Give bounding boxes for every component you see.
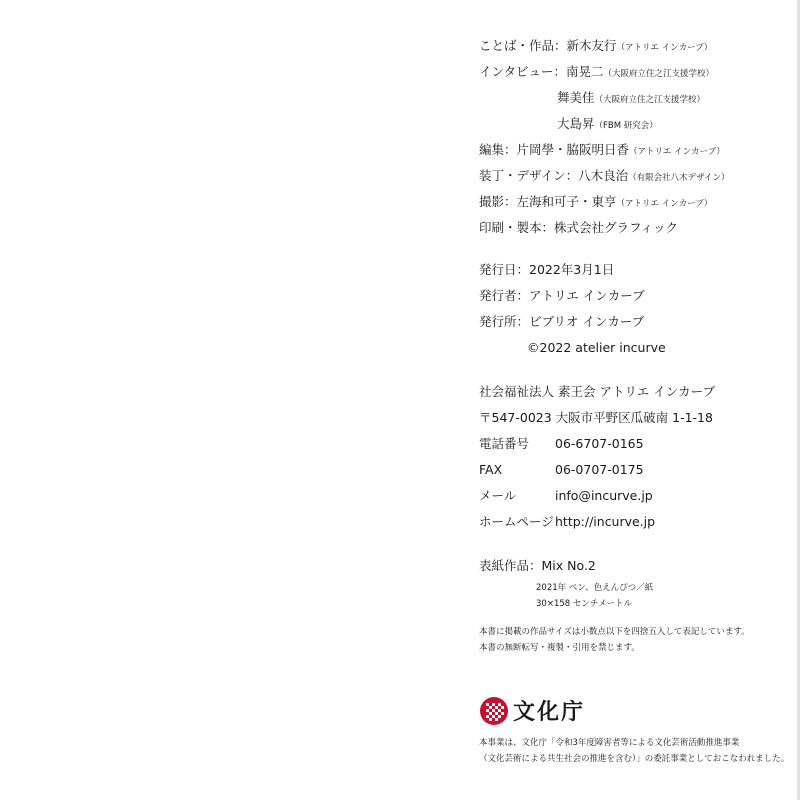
credit-label: 編集： bbox=[479, 142, 517, 157]
cover-detail: 2021年 ペン、色えんぴつ／紙 bbox=[536, 583, 654, 593]
contact-address: 〒547-0023 大阪市平野区瓜破南 1-1-18 bbox=[479, 410, 713, 425]
credit-name: 左海和可子・東亨 bbox=[516, 194, 617, 209]
contact-value: 06-0707-0175 bbox=[555, 462, 644, 477]
credit-row bbox=[479, 168, 730, 186]
note: 本書に掲載の作品サイズは小数点以下を四捨五入して表記しています。 bbox=[479, 627, 750, 637]
publisher: 発行者：アトリエ インカーブ bbox=[479, 288, 645, 303]
agency-statement: 本事業は、文化庁「令和3年度障害者等による文化芸術活動推進事業 bbox=[479, 738, 740, 748]
agency-emblem-icon bbox=[479, 696, 509, 726]
credit-name: 南晃二 bbox=[566, 64, 604, 79]
contact-key: ホームページ bbox=[479, 514, 554, 529]
email-link[interactable]: info@incurve.jp bbox=[555, 488, 653, 503]
credit-org: （アトリエ インカーブ） bbox=[616, 43, 713, 53]
credit-row bbox=[479, 64, 714, 82]
credit-row bbox=[479, 142, 725, 160]
credit-name: 舞美佳 bbox=[557, 90, 595, 105]
cover-title: 表紙作品：Mix No.2 bbox=[479, 558, 596, 573]
credit-org: （FBM 研究会） bbox=[594, 121, 658, 131]
contact-row-homepage bbox=[479, 514, 656, 530]
credit-name: 片岡學・脇阪明日香 bbox=[516, 142, 630, 157]
credit-label: 撮影： bbox=[479, 194, 517, 209]
agency-statement: （文化芸術による共生社会の推進を含む）」の委託事業としておこなわれました。 bbox=[479, 754, 790, 764]
contact-key: 電話番号 bbox=[479, 436, 530, 451]
credit-org: （有限会社八木デザイン） bbox=[628, 173, 730, 183]
contact-row-fax bbox=[479, 462, 644, 478]
credit-org: （大阪府立住之江支援学校） bbox=[594, 95, 706, 105]
homepage-link[interactable]: http://incurve.jp bbox=[555, 514, 656, 529]
publishing-office: 発行所：ビブリオ インカーブ bbox=[479, 314, 645, 329]
credit-row bbox=[479, 220, 678, 236]
credit-org: （大阪府立住之江支援学校） bbox=[603, 69, 715, 79]
contact-row-email bbox=[479, 488, 653, 504]
credit-label: 印刷・製本： bbox=[479, 220, 555, 235]
contact-key: FAX bbox=[479, 462, 503, 477]
credit-name: 八木良治 bbox=[578, 168, 629, 183]
note: 本書の無断転写・複製・引用を禁じます。 bbox=[479, 643, 640, 653]
credit-row bbox=[479, 194, 712, 212]
contact-row-phone bbox=[479, 436, 644, 452]
agency-logo bbox=[479, 695, 585, 726]
agency-logo-text: 文化庁 bbox=[513, 700, 586, 725]
credit-label: 装丁・デザイン： bbox=[479, 168, 579, 183]
contact-org: 社会福祉法人 素王会 アトリエ インカーブ bbox=[479, 384, 716, 399]
credit-row bbox=[479, 38, 712, 56]
credit-row bbox=[557, 116, 658, 134]
credit-org: （アトリエ インカーブ） bbox=[616, 199, 713, 209]
credit-name: 新木友行 bbox=[566, 38, 617, 53]
cover-detail: 30×158 センチメートル bbox=[536, 599, 633, 609]
credit-label: ことば・作品： bbox=[479, 38, 567, 53]
contact-key: メール bbox=[479, 488, 517, 503]
credit-name: 大島昇 bbox=[557, 116, 595, 131]
copyright: ©2022 atelier incurve bbox=[527, 340, 666, 355]
contact-value: 06-6707-0165 bbox=[555, 436, 644, 451]
publication-date: 発行日：2022年3月1日 bbox=[479, 262, 615, 277]
credit-row bbox=[557, 90, 705, 108]
credit-name: 株式会社グラフィック bbox=[554, 220, 679, 235]
credit-label: インタビュー： bbox=[479, 64, 567, 79]
credit-org: （アトリエ インカーブ） bbox=[629, 147, 725, 157]
